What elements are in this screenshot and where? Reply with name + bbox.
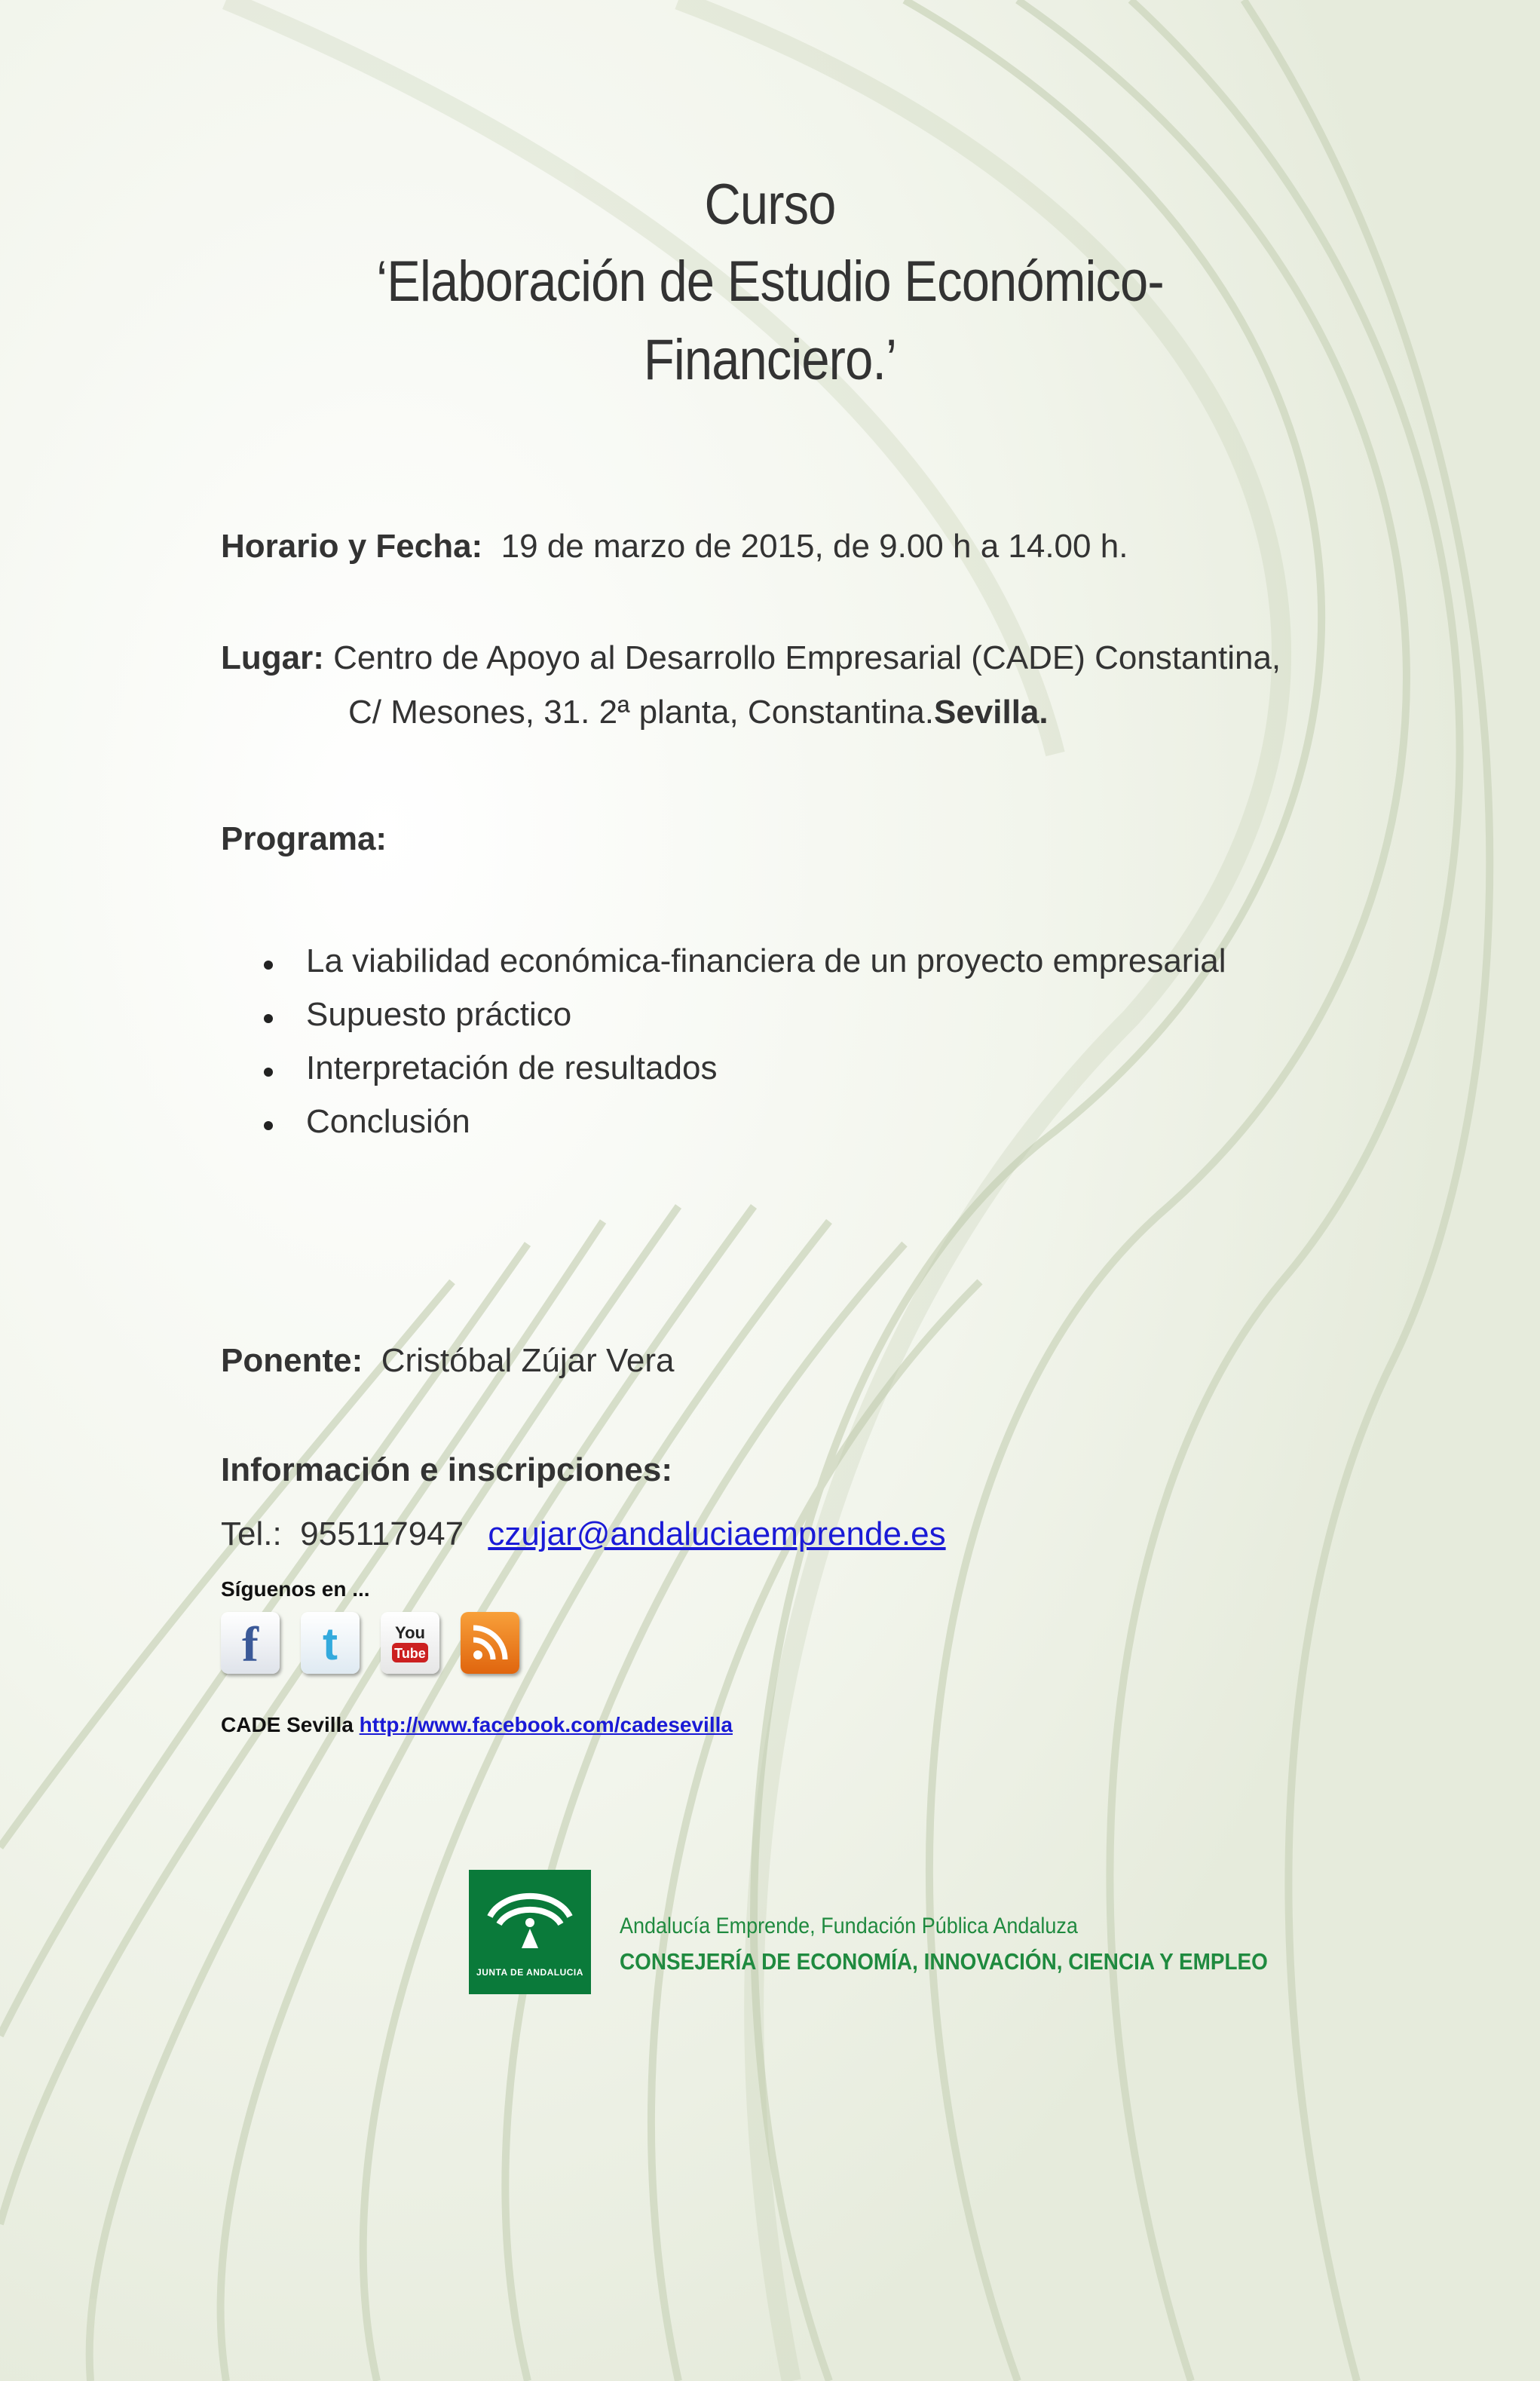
programa-label: Programa:: [221, 820, 387, 857]
org-line-2: CONSEJERÍA DE ECONOMÍA, INNOVACIÓN, CIENCIA Y EMPLEO: [620, 1948, 1268, 1975]
lugar-row: [221, 639, 1281, 677]
list-item: [264, 996, 1226, 1050]
lugar-row-2: [348, 694, 1049, 731]
bullet-icon: [264, 1014, 273, 1023]
tel-label: Tel.:: [221, 1515, 282, 1552]
social-icons: [221, 1612, 519, 1674]
facebook-icon[interactable]: [221, 1612, 280, 1674]
ponente-row: [221, 1342, 675, 1380]
horario-label: Horario y Fecha:: [221, 528, 483, 565]
lugar-line-1: Centro de Apoyo al Desarrollo Empresarial (CADE) Constantina,: [333, 639, 1281, 676]
org-line-1: Andalucía Emprende, Fundación Pública Andaluza: [620, 1914, 1078, 1938]
bullet-icon: [264, 961, 273, 970]
lugar-city: Sevilla.: [933, 694, 1049, 731]
svg-text:f: f: [242, 1619, 259, 1667]
cade-label: CADE Sevilla: [221, 1713, 354, 1736]
horario-value: 19 de marzo de 2015, de 9.00 h a 14.00 h.: [501, 528, 1128, 565]
list-item-text: Conclusión: [306, 1103, 470, 1140]
title-line-1: Curso: [704, 173, 836, 237]
svg-text:t: t: [323, 1619, 338, 1667]
logo-text: JUNTA DE ANDALUCIA: [476, 1967, 583, 1978]
bullet-icon: [264, 1068, 273, 1077]
horario-row: [221, 528, 1128, 565]
bullet-icon: [264, 1121, 273, 1130]
lugar-line-2: C/ Mesones, 31. 2ª planta, Constantina.: [348, 694, 934, 731]
cade-facebook-link[interactable]: http://www.facebook.com/cadesevilla: [359, 1713, 733, 1736]
rss-icon[interactable]: [461, 1612, 519, 1674]
list-item-text: La viabilidad económica-financiera de un proyecto empresarial: [306, 942, 1226, 979]
tel-value: 955117947: [300, 1515, 464, 1552]
lugar-label: Lugar:: [221, 639, 324, 676]
siguenos-label: Síguenos en ...: [221, 1577, 370, 1601]
svg-text:You: You: [395, 1623, 425, 1642]
email-link[interactable]: czujar@andaluciaemprende.es: [488, 1515, 946, 1552]
ponente-label: Ponente:: [221, 1342, 363, 1379]
list-item-text: Interpretación de resultados: [306, 1050, 718, 1086]
ponente-value: Cristóbal Zújar Vera: [381, 1342, 675, 1379]
info-label: Información e inscripciones:: [221, 1451, 673, 1488]
junta-emblem-icon: [469, 1870, 591, 1960]
twitter-icon[interactable]: [301, 1612, 360, 1674]
svg-text:Tube: Tube: [394, 1646, 426, 1661]
programa-list: [264, 942, 1226, 1157]
youtube-icon[interactable]: [381, 1612, 439, 1674]
title-line-3: Financiero.’: [643, 328, 897, 392]
list-item: [264, 942, 1226, 996]
junta-andalucia-logo: [469, 1870, 591, 1994]
list-item-text: Supuesto práctico: [306, 996, 572, 1033]
cade-row: [221, 1713, 733, 1737]
list-item: [264, 1050, 1226, 1103]
tel-row: [221, 1515, 946, 1553]
list-item: [264, 1103, 1226, 1157]
title-line-2: ‘Elaboración de Estudio Económico-: [376, 250, 1164, 314]
